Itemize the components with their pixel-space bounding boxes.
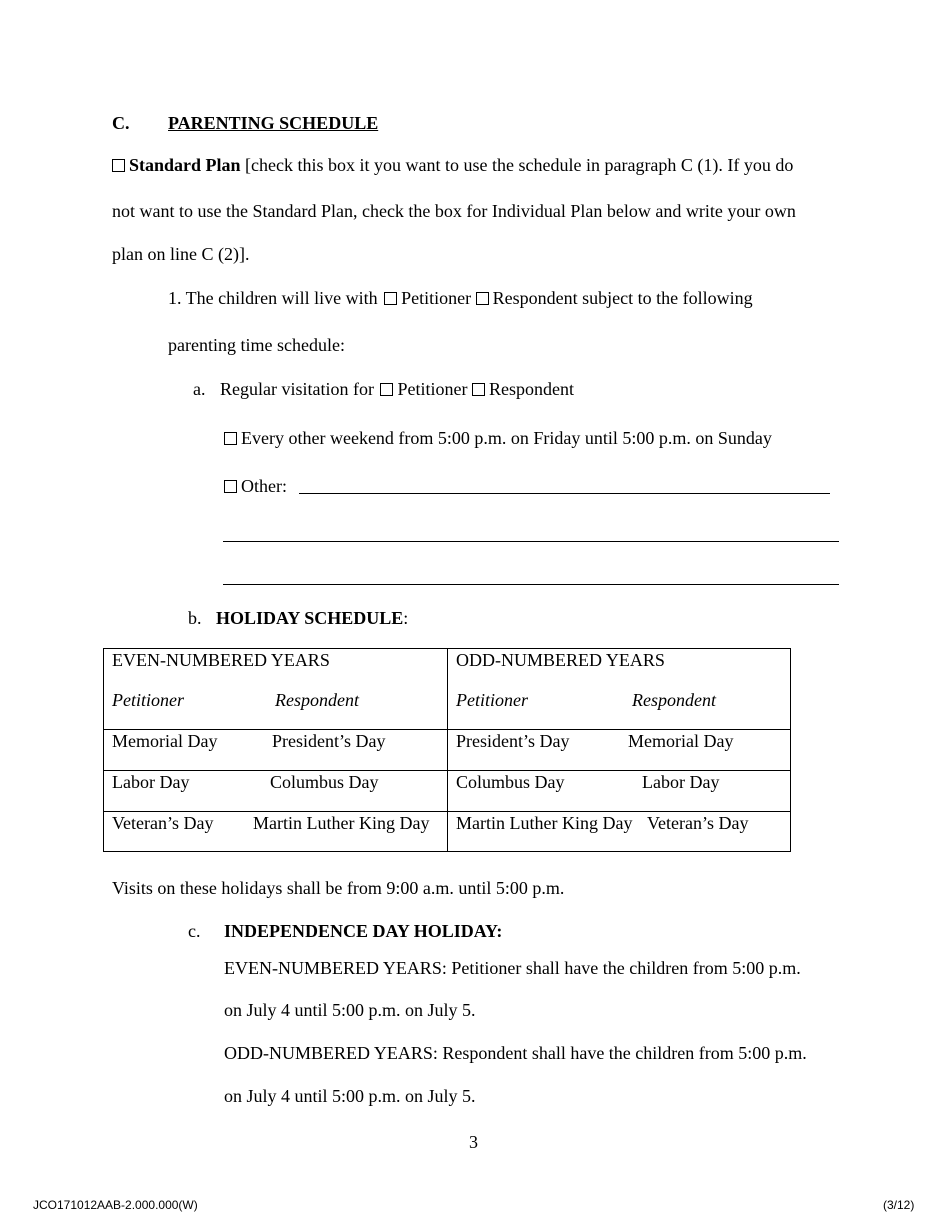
standard-plan-line3: plan on line C (2)].: [112, 244, 250, 264]
standard-plan-label: Standard Plan: [129, 155, 241, 175]
odd-years-line2: on July 4 until 5:00 p.m. on July 5.: [224, 1086, 476, 1106]
even-row3-petitioner: Veteran’s Day: [112, 813, 214, 833]
item1-line1: [168, 287, 753, 309]
item1-line2: parenting time schedule:: [168, 335, 345, 355]
page-of: (3/12): [883, 1198, 915, 1212]
even-years-line1: EVEN-NUMBERED YEARS: Petitioner shall have the children from 5:00 p.m.: [224, 958, 801, 978]
standard-plan-line1: [112, 154, 793, 176]
section-title: PARENTING SCHEDULE: [168, 113, 379, 133]
odd-row1-petitioner: President’s Day: [456, 731, 570, 751]
odd-row2-petitioner: Columbus Day: [456, 772, 565, 792]
holiday-table: [103, 648, 791, 852]
other-input-line-2[interactable]: [223, 541, 839, 542]
item-b-title: HOLIDAY SCHEDULE: [216, 608, 404, 628]
item1-suffix: subject to the following: [582, 288, 753, 308]
other-input-line[interactable]: [299, 493, 830, 494]
item-a-marker: a.: [193, 379, 206, 399]
page-number: 3: [469, 1132, 478, 1152]
option-other: [224, 475, 287, 497]
form-code: JCO171012AAB-2.000.000(W): [33, 1198, 198, 1212]
item-c-marker: c.: [188, 921, 201, 941]
weekend-label: Every other weekend from 5:00 p.m. on Friday until 5:00 p.m. on Sunday: [241, 428, 772, 448]
standard-plan-checkbox[interactable]: [112, 159, 125, 172]
even-years-header: EVEN-NUMBERED YEARS: [112, 650, 330, 670]
item1-petitioner-label: Petitioner: [401, 288, 472, 308]
even-petitioner-label: Petitioner: [112, 690, 184, 710]
other-input-line-3[interactable]: [223, 584, 839, 585]
item-b-colon: :: [403, 608, 409, 628]
weekend-checkbox[interactable]: [224, 432, 237, 445]
odd-row3-respondent: Veteran’s Day: [647, 813, 749, 833]
standard-plan-text1: [check this box it you want to use the schedule in paragraph C (1). If you do: [245, 155, 794, 175]
table-divider: [447, 649, 448, 851]
item-a-petitioner-checkbox[interactable]: [380, 383, 393, 396]
item-a-respondent-checkbox[interactable]: [472, 383, 485, 396]
item-a-respondent-label: Respondent: [488, 379, 574, 399]
item-a-prefix: Regular visitation for: [220, 379, 374, 399]
odd-respondent-label: Respondent: [632, 690, 716, 710]
odd-petitioner-label: Petitioner: [456, 690, 528, 710]
item1-prefix: 1. The children will live with: [168, 288, 378, 308]
even-row1-petitioner: Memorial Day: [112, 731, 218, 751]
item-a-petitioner-label: Petitioner: [397, 379, 468, 399]
other-label: Other:: [241, 476, 287, 496]
odd-years-header: ODD-NUMBERED YEARS: [456, 650, 665, 670]
item1-respondent-checkbox[interactable]: [476, 292, 489, 305]
item-b-heading: [216, 607, 408, 629]
odd-row1-respondent: Memorial Day: [628, 731, 734, 751]
even-row3-respondent: Martin Luther King Day: [253, 813, 430, 833]
even-respondent-label: Respondent: [275, 690, 359, 710]
even-row2-petitioner: Labor Day: [112, 772, 190, 792]
odd-years-line1: ODD-NUMBERED YEARS: Respondent shall have the children from 5:00 p.m.: [224, 1043, 807, 1063]
item1-petitioner-checkbox[interactable]: [384, 292, 397, 305]
item-c-title: INDEPENDENCE DAY HOLIDAY:: [224, 921, 503, 941]
other-checkbox[interactable]: [224, 480, 237, 493]
item1-respondent-label: Respondent: [492, 288, 578, 308]
standard-plan-line2: not want to use the Standard Plan, check the box for Individual Plan below and write your own: [112, 201, 796, 221]
visits-note: Visits on these holidays shall be from 9:00 a.m. until 5:00 p.m.: [112, 878, 565, 898]
item-a-line: [220, 378, 574, 400]
option-weekend: [224, 427, 772, 449]
even-row2-respondent: Columbus Day: [270, 772, 379, 792]
section-letter: C.: [112, 113, 130, 133]
odd-row2-respondent: Labor Day: [642, 772, 720, 792]
even-years-line2: on July 4 until 5:00 p.m. on July 5.: [224, 1000, 476, 1020]
item-b-marker: b.: [188, 608, 202, 628]
even-row1-respondent: President’s Day: [272, 731, 386, 751]
odd-row3-petitioner: Martin Luther King Day: [456, 813, 633, 833]
